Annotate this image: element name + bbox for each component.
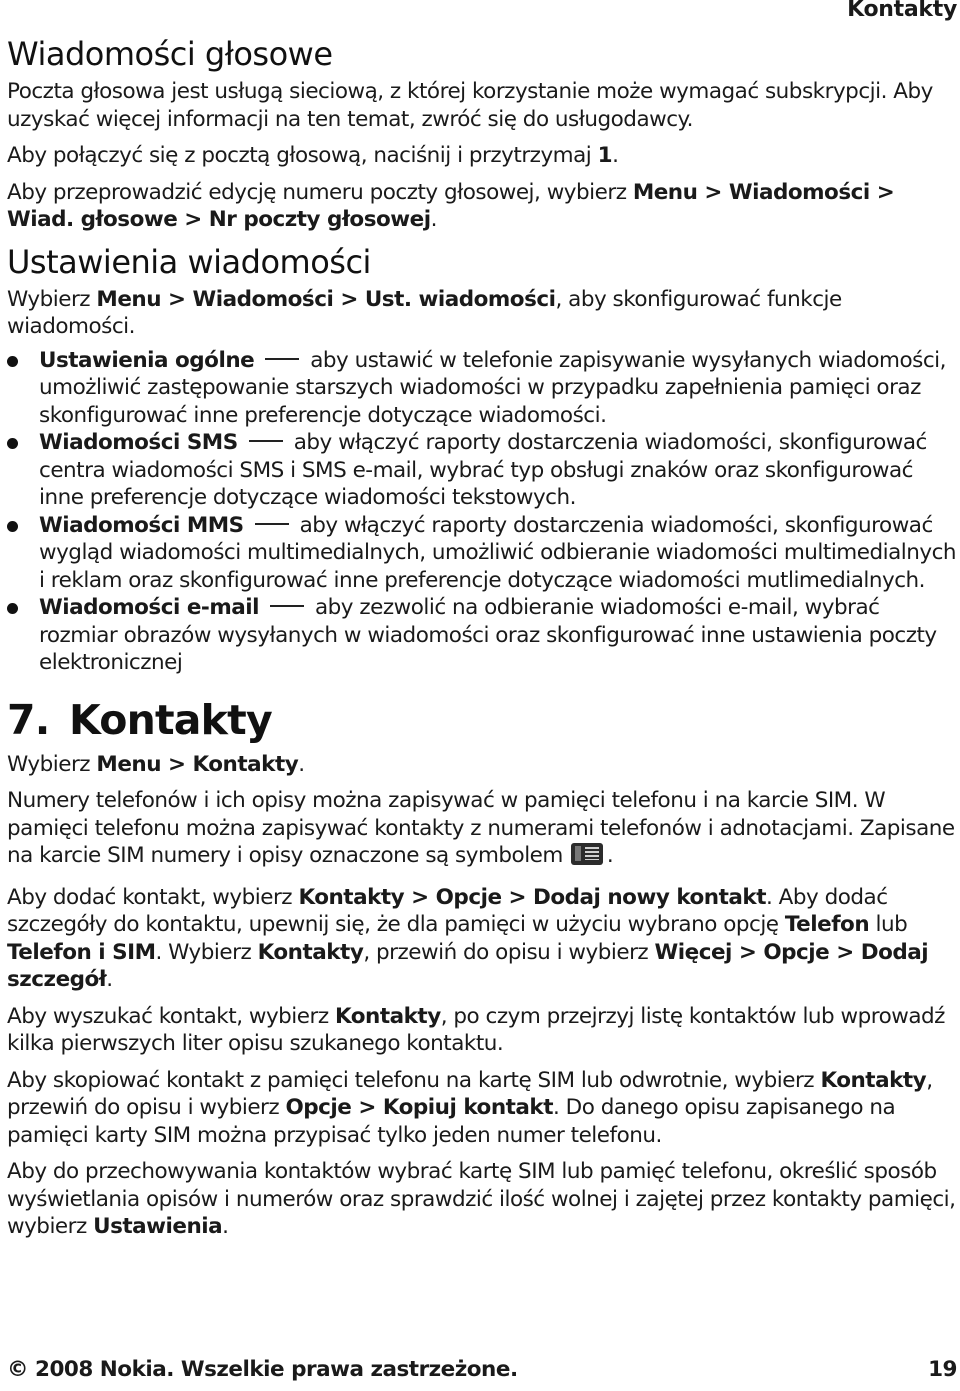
bullet-icon [7, 356, 18, 367]
item-term: Wiadomości e-mail [39, 595, 259, 620]
menu-path: Kontakty > Opcje > Dodaj nowy kontakt [298, 884, 766, 910]
dash-divider [265, 358, 299, 360]
copyright-notice: © 2008 Nokia. Wszelkie prawa zastrzeżone. [7, 1357, 518, 1382]
text: , przewiń do opisu i wybierz [7, 1067, 933, 1120]
text: . [106, 967, 113, 992]
contacts-storage-info [7, 787, 957, 870]
list-item [7, 347, 957, 430]
text: Numery telefonów i ich opisy można zapisywać w pamięci telefonu i na karcie SIM. W pamięci telefonu można zapisywać kontakty z numerami telefonów i adnotacjami. Zapisane na karcie SIM numery i opisy oznaczone są symbolem [7, 788, 955, 868]
menu-path: Menu > Wiadomości > Wiad. głosowe > Nr poczty głosowej [7, 179, 895, 232]
chapter-title: Kontakty [69, 695, 272, 744]
list-item [7, 429, 957, 512]
text: Wybierz [7, 286, 97, 312]
bullet-icon [7, 521, 18, 532]
text: , aby skonfigurować funkcje wiadomości. [7, 286, 842, 339]
message-settings-intro [7, 286, 957, 341]
text: Aby skopiować kontakt z pamięci telefonu na kartę SIM lub odwrotnie, wybierz [7, 1067, 821, 1093]
menu-path: Kontakty [257, 939, 364, 965]
text: Aby połączyć się z pocztą głosową, naciśnij i przytrzymaj [7, 143, 598, 168]
voicemail-heading: Wiadomości głosowe [7, 35, 333, 73]
item-description: aby włączyć raporty dostarczenia wiadomości, skonfigurować wygląd wiadomości multimedialnych, umożliwić odbieranie wiadomości multimedialnych i reklam oraz skonfigurować inne preferencje dotyczące wiadomości mutlimedialnych. [39, 512, 957, 593]
contacts-select [7, 751, 957, 779]
text: Aby wyszukać kontakt, wybierz [7, 1003, 335, 1029]
contacts-copy-instruction [7, 1067, 957, 1150]
item-description: aby włączyć raporty dostarczenia wiadomości, skonfigurować centra wiadomości SMS i SMS e-mail, wybrać typ obsługi znaków oraz skonfigurować inne preferencje dotyczące wiadomości tekstowych. [39, 430, 927, 510]
option-label: Telefon i SIM [7, 939, 156, 965]
list-item [7, 512, 957, 595]
menu-path: Ustawienia [93, 1214, 223, 1239]
dash-divider [255, 523, 289, 525]
page-footer [7, 1357, 957, 1382]
running-header: Kontakty [847, 0, 957, 22]
item-term: Ustawienia ogólne [39, 347, 255, 373]
page-number: 19 [928, 1357, 957, 1382]
page-content [7, 30, 957, 1241]
text: , po czym przejrzyj listę kontaktów lub wprowadź kilka pierwszych liter opisu szukanego kontaktu. [7, 1003, 945, 1056]
text: . Aby dodać szczegóły do kontaktu, upewnij się, że dla pamięci w użyciu wybrano opcję [7, 884, 888, 937]
text: Wybierz [7, 751, 97, 777]
item-term: Wiadomości SMS [39, 430, 238, 455]
menu-path: Kontakty [334, 1003, 441, 1029]
text: Aby dodać kontakt, wybierz [7, 884, 299, 910]
contacts-add-instruction [7, 884, 957, 994]
menu-path: Więcej > Opcje > Dodaj szczegół [7, 939, 929, 992]
voicemail-intro: Poczta głosowa jest usługą sieciową, z której korzystanie może wymagać subskrypcji. Aby uzyskać więcej informacji na ten temat, zwróć się do usługodawcy. [7, 79, 933, 132]
voicemail-edit-instruction [7, 179, 957, 234]
dash-divider [249, 440, 283, 442]
text: Aby przeprowadzić edycję numeru poczty głosowej, wybierz [7, 179, 633, 205]
item-description: aby ustawić w telefonie zapisywanie wysyłanych wiadomości, umożliwić zastępowanie starszych wiadomości w przypadku zapełnienia pamięci oraz skonfigurować inne preferencje dotyczące wiadomości. [39, 347, 946, 428]
text: . Do danego opisu zapisanego na pamięci karty SIM można przypisać tylko jeden numer telefonu. [7, 1095, 896, 1148]
dash-divider [270, 605, 304, 607]
contacts-settings-instruction [7, 1158, 957, 1241]
key-label: 1 [597, 143, 613, 168]
sim-card-icon [571, 843, 603, 865]
list-item [7, 594, 957, 677]
bullet-icon [7, 438, 18, 449]
contacts-chapter-title [7, 693, 957, 747]
text: . [606, 843, 614, 868]
item-term: Wiadomości MMS [39, 512, 244, 538]
bullet-icon [7, 603, 18, 614]
text: , przewiń do opisu i wybierz [363, 939, 655, 965]
menu-path: Kontakty [820, 1067, 927, 1093]
contacts-search-instruction [7, 1003, 957, 1058]
text: . [430, 207, 437, 232]
text: . Wybierz [155, 939, 258, 965]
text: Aby do przechowywania kontaktów wybrać kartę SIM lub pamięć telefonu, określić sposób wyświetlania opisów i numerów oraz sprawdzić ilość wolnej i zajętej przez kontakty pamięci, wybierz [7, 1159, 956, 1239]
text: lub [869, 912, 908, 937]
menu-path: Menu > Wiadomości > Ust. wiadomości [96, 286, 556, 312]
settings-list [7, 347, 957, 677]
chapter-number: 7. [7, 695, 50, 744]
text: . [298, 751, 305, 777]
message-settings-heading: Ustawienia wiadomości [7, 242, 371, 281]
menu-path: Opcje > Kopiuj kontakt [285, 1095, 553, 1120]
text: . [222, 1214, 229, 1239]
voicemail-call-instruction [7, 142, 957, 170]
option-label: Telefon [784, 912, 870, 937]
menu-path: Menu > Kontakty [96, 751, 299, 777]
item-description: aby zezwolić na odbieranie wiadomości e-mail, wybrać rozmiar obrazów wysyłanych w wiadomości oraz skonfigurować inne ustawienia poczty elektronicznej [39, 595, 937, 675]
text: . [612, 143, 619, 168]
